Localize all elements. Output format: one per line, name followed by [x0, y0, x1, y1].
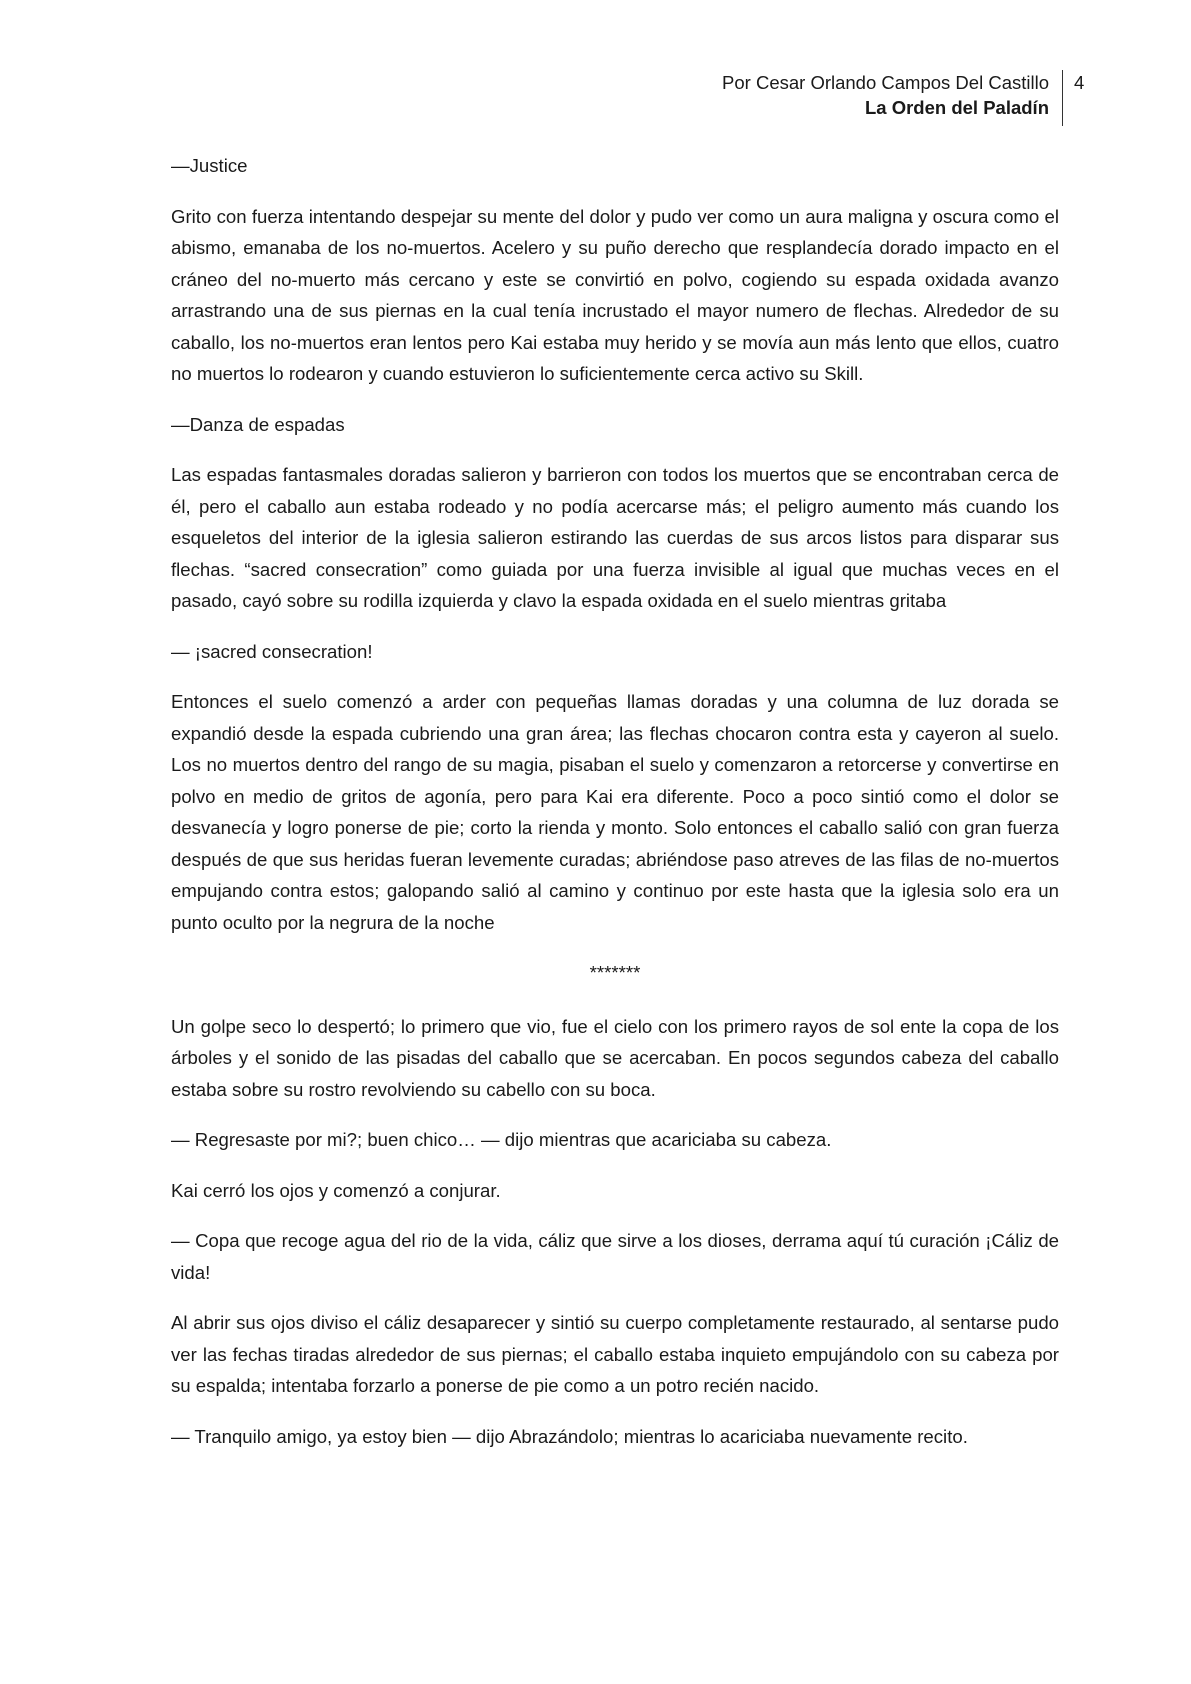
- paragraph: Al abrir sus ojos diviso el cáliz desaparecer y sintió su cuerpo completamente restaurado, al sentarse pudo ver las fechas tiradas alrededor de sus piernas; el caballo estaba inquieto empujándolo con su cabeza por su espalda; intentaba forzarlo a ponerse de pie como a un potro recién nacido.: [171, 1312, 1059, 1396]
- paragraph: Las espadas fantasmales doradas salieron y barrieron con todos los muertos que se encontraban cerca de él, pero el caballo aun estaba rodeado y no podía acercarse más; el peligro aumento más cuando los esqueletos del interior de la iglesia salieron estirando las cuerdas de sus arcos listos para disparar sus flechas. “sacred consecration” como guiada por una fuerza invisible al igual que muchas veces en el pasado, cayó sobre su rodilla izquierda y clavo la espada oxidada en el suelo mientras gritaba: [171, 464, 1059, 611]
- page-body: [171, 150, 1059, 1471]
- header-book-title: La Orden del Paladín: [864, 97, 1049, 118]
- paragraph: Kai cerró los ojos y comenzó a conjurar.: [171, 1179, 501, 1201]
- paragraph: —Danza de espadas: [171, 413, 345, 435]
- header-divider: [1062, 70, 1063, 126]
- paragraph: Un golpe seco lo despertó; lo primero que vio, fue el cielo con los primero rayos de sol ente la copa de los árboles y el sonido de las pisadas del caballo que se acercaban. En pocos segundos cabeza del caballo estaba sobre su rostro revolviendo su cabello con su boca.: [171, 1015, 1059, 1100]
- paragraph: Grito con fuerza intentando despejar su mente del dolor y pudo ver como un aura maligna y oscura como el abismo, emanaba de los no-muertos. Acelero y su puño derecho que resplandecía dorado impacto en el cráneo del no-muerto más cercano y este se convirtió en polvo, cogiendo su espada oxidada avanzo arrastrando una de sus piernas en la cual tenía incrustado el mayor numero de flechas. Alrededor de su caballo, los no-muertos eran lentos pero Kai estaba muy herido y se movía aun más lento que ellos, cuatro no muertos lo rodearon y cuando estuvieron lo suficientemente cerca activo su Skill.: [171, 205, 1059, 384]
- section-separator: *******: [589, 962, 641, 983]
- paragraph: — ¡sacred consecration!: [171, 640, 373, 662]
- paragraph: — Copa que recoge agua del rio de la vida, cáliz que sirve a los dioses, derrama aquí tú curación ¡Cáliz de vida!: [171, 1230, 1059, 1283]
- page-header: [361, 70, 1061, 120]
- paragraph: —Justice: [171, 155, 248, 176]
- header-author: Por Cesar Orlando Campos Del Castillo: [722, 72, 1049, 93]
- paragraph: — Tranquilo amigo, ya estoy bien — dijo Abrazándolo; mientras lo acariciaba nuevamente recito.: [171, 1425, 968, 1447]
- paragraph: Entonces el suelo comenzó a arder con pequeñas llamas doradas y una columna de luz dorada se expandió desde la espada cubriendo una gran área; las flechas chocaron contra esta y cayeron al suelo. Los no muertos dentro del rango de su magia, pisaban el suelo y comenzaron a retorcerse y convertirse en polvo en medio de gritos de agonía, pero para Kai era diferente. Poco a poco sintió como el dolor se desvanecía y logro ponerse de pie; corto la rienda y monto. Solo entonces el caballo salió con gran fuerza después de que sus heridas fueran levemente curadas; abriéndose paso atreves de las filas de no-muertos empujando contra estos; galopando salió al camino y continuo por este hasta que la iglesia solo era un punto oculto por la negrura de la noche: [171, 691, 1059, 933]
- page-number: 4: [1074, 72, 1085, 93]
- paragraph: — Regresaste por mi?; buen chico… — dijo mientras que acariciaba su cabeza.: [171, 1129, 832, 1150]
